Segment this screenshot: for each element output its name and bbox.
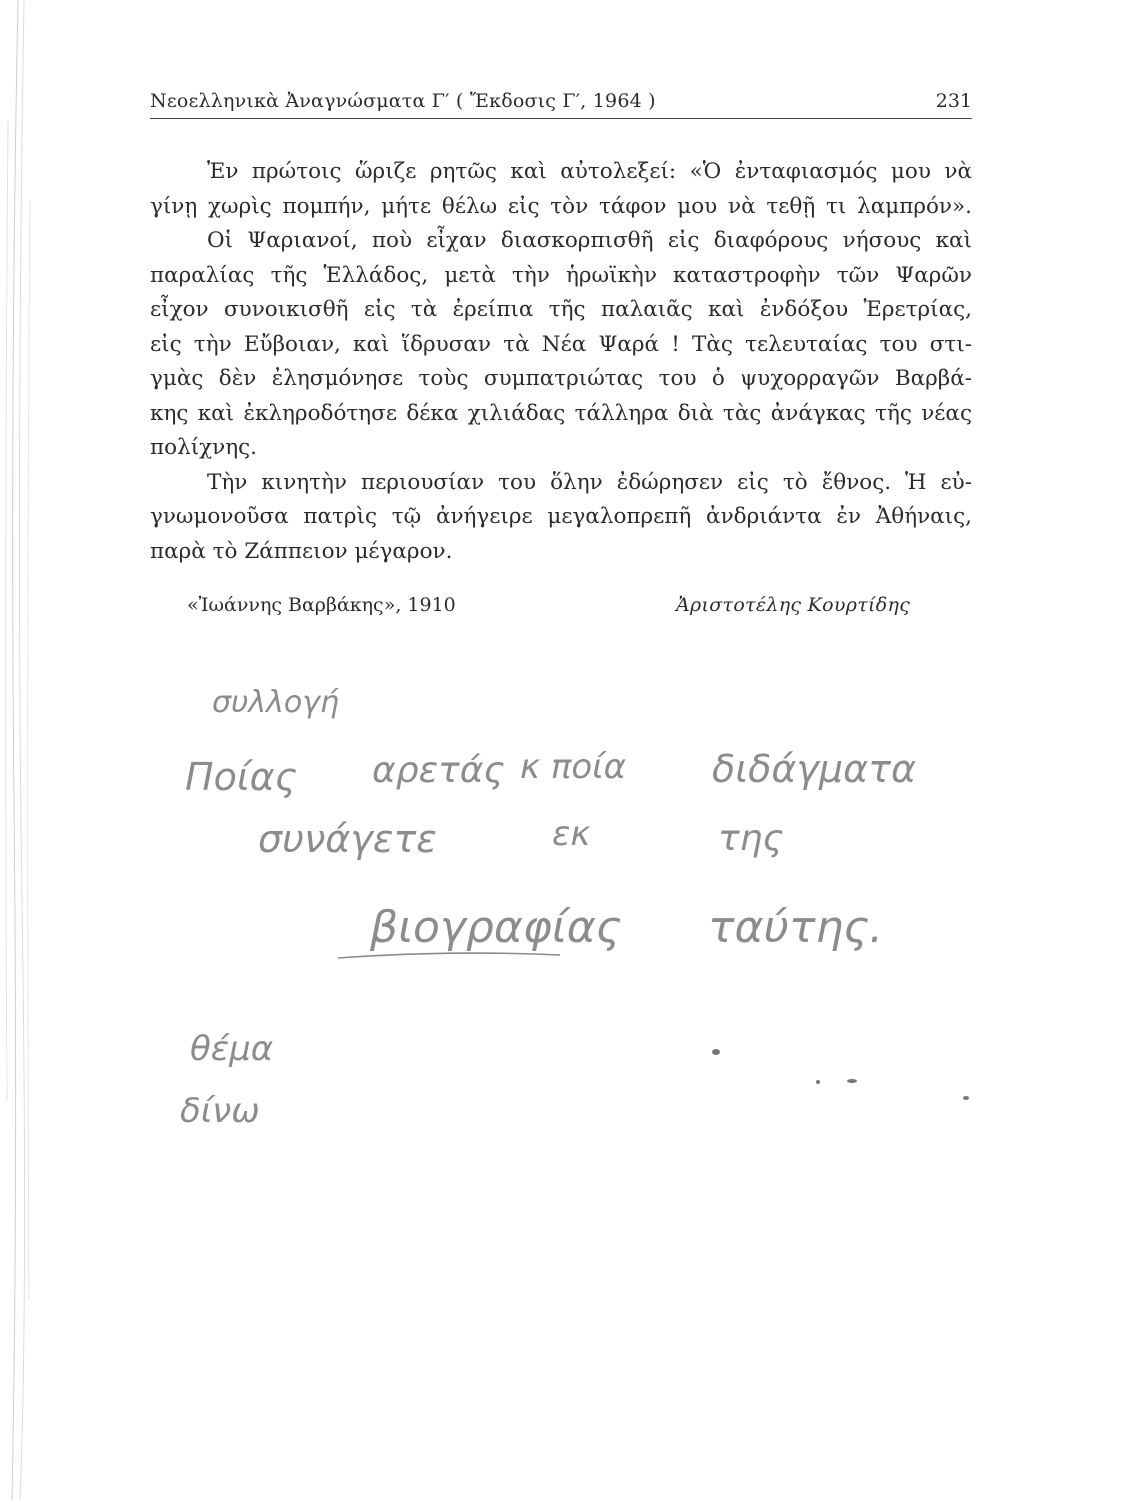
- text-line: παραλίας τῆς Ἑλλάδος, μετὰ τὴν ἡρωϊκὴν καταστροφὴν τῶν Ψαρῶν: [150, 262, 972, 288]
- handwritten-note: θέμα: [190, 1029, 274, 1069]
- handwritten-note: Ποίας: [185, 755, 298, 799]
- text-line: κης καὶ ἐκληροδότησε δέκα χιλιάδας τάλληρα διὰ τὰς ἀνάγκας τῆς νέας: [150, 400, 972, 426]
- text-line: εἰς τὴν Εὔβοιαν, καὶ ἵδρυσαν τὰ Νέα Ψαρά ! Τὰς τελευταίας του στι-: [150, 331, 972, 357]
- running-head: Νεοελληνικὰ Ἀναγνώσματα Γ′ ( Ἔκδοσις Γ′, 1964 ): [150, 90, 656, 112]
- handwritten-note: ταύτης.: [708, 902, 884, 953]
- text-line: παρὰ τὸ Ζάππειον μέγαρον.: [150, 538, 453, 564]
- body-text: [150, 155, 972, 569]
- handwritten-note: βιογραφίας: [370, 902, 622, 953]
- handwritten-note: συλλογή: [212, 685, 340, 720]
- text-line: γίνῃ χωρὶς πομπήν, μήτε θέλω εἰς τὸν τάφον μου νὰ τεθῇ τι λαμπρόν».: [150, 193, 972, 219]
- text-line: Ἐν πρώτοις ὥριζε ρητῶς καὶ αὐτολεξεί: «Ὁ ἐνταφιασμός μου νὰ: [207, 159, 972, 184]
- citation-author: Ἀριστοτέλης Κουρτίδης: [676, 594, 911, 616]
- text-line: γνωμονοῦσα πατρὶς τῷ ἀνήγειρε μεγαλοπρεπῆ ἀνδριάντα ἐν Ἀθήναις,: [150, 504, 972, 529]
- text-line: γμὰς δὲν ἐλησμόνησε τοὺς συμπατριώτας του ὁ ψυχορραγῶν Βαρβά-: [150, 366, 972, 391]
- header-rule: [150, 118, 972, 119]
- ink-specks: [712, 1049, 969, 1100]
- text-line: εἶχον συνοικισθῆ εἰς τὰ ἐρείπια τῆς παλαιᾶς καὶ ἐνδόξου Ἐρετρίας,: [150, 297, 972, 322]
- handwritten-note: κ ποία: [520, 747, 627, 787]
- text-line: Οἱ Ψαριανοί, ποὺ εἶχαν διασκορπισθῆ εἰς διαφόρους νήσους καὶ: [207, 228, 972, 253]
- handwritten-note: εκ: [552, 814, 591, 854]
- text-line: Τὴν κινητὴν περιουσίαν του ὅλην ἐδώρησεν εἰς τὸ ἔθνος. Ἡ εὐ-: [207, 469, 972, 495]
- handwritten-note: της: [718, 818, 784, 859]
- page-header: [150, 90, 972, 122]
- page-number: 231: [935, 90, 972, 112]
- text-line: πολίχνης.: [150, 435, 257, 460]
- handwritten-note: διδάγματα: [712, 747, 917, 791]
- handwritten-note: αρετάς: [372, 750, 505, 791]
- handwritten-note: δίνω: [180, 1091, 260, 1131]
- handwritten-note: συνάγετε: [258, 817, 437, 861]
- book-page-edge: [0, 0, 34, 1500]
- citation-source: «Ἰωάννης Βαρβάκης», 1910: [187, 594, 456, 616]
